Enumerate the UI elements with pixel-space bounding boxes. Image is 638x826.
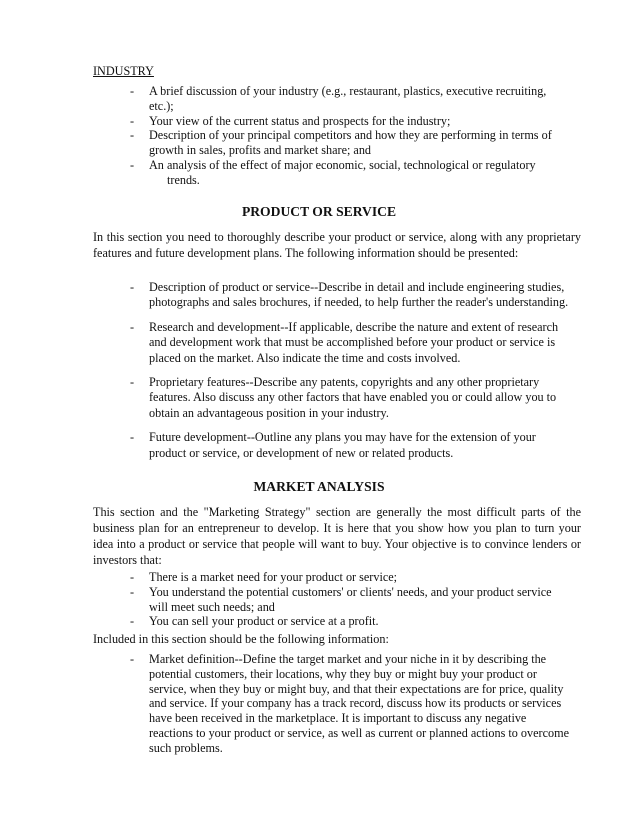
line: potential customers, their locations, why they buy or might buy your product or (149, 666, 537, 681)
bullet-dash: - (130, 430, 135, 445)
bullet-dash: - (130, 113, 135, 128)
list-item (0, 614, 581, 629)
list-item (0, 158, 581, 188)
list-item (0, 280, 581, 311)
bullet-dash: - (130, 375, 135, 390)
line: growth in sales, profits and market share; and (149, 143, 372, 158)
line: Description of your principal competitors and how they are performing in terms of (149, 128, 552, 143)
industry-heading: INDUSTRY (93, 64, 154, 78)
product-list (0, 280, 638, 470)
line: There is a market need for your product or service; (149, 570, 398, 584)
line: placed on the market. Also indicate the time and costs involved. (149, 350, 461, 365)
line: An analysis of the effect of major economic, social, technological or regulatory (149, 157, 536, 172)
bullet-dash: - (130, 570, 135, 584)
market-definition-list (0, 652, 638, 756)
line: product or service, or development of new or related products. (149, 445, 454, 460)
bullet-dash: - (130, 157, 135, 172)
industry-list (0, 84, 638, 188)
line: and development work that must be accomplished before your product or service is (149, 335, 556, 350)
list-item (0, 128, 581, 158)
line: etc.); (149, 98, 174, 113)
line: Description of product or service--Describe in detail and include engineering studies, (149, 280, 565, 294)
line: trends. (167, 172, 200, 187)
list-item (0, 84, 581, 114)
line: Research and development--If applicable, describe the nature and extent of research (149, 319, 559, 334)
bullet-dash: - (130, 84, 135, 98)
line: and service. If your company has a track record, discuss how its products or services (149, 696, 562, 711)
bullet-dash: - (130, 584, 135, 599)
included-text: Included in this section should be the following information: (93, 632, 389, 646)
list-item (0, 652, 581, 756)
bullet-dash: - (130, 614, 135, 629)
market-intro: This section and the "Marketing Strategy" section are generally the most difficult parts of the business plan for an entrepreneur to develop. It is here that you show how you plan to turn your idea into a product or service that people will want to buy. Your objective is to convince lenders or investors that: (93, 505, 581, 567)
list-item (0, 114, 581, 129)
line: Future development--Outline any plans you may have for the extension of your (149, 430, 536, 445)
line: have been received in the marketplace. It is important to discuss any negative (149, 711, 527, 726)
bullet-dash: - (130, 128, 135, 143)
line: photographs and sales brochures, if needed, to help further the reader's understanding. (149, 295, 569, 310)
market-list (0, 570, 638, 629)
line: Your view of the current status and prospects for the industry; (149, 113, 451, 128)
bullet-dash: - (130, 280, 135, 294)
product-section-title: PRODUCT OR SERVICE (241, 204, 397, 219)
list-item (0, 585, 581, 615)
line: will meet such needs; and (149, 599, 275, 614)
product-intro: In this section you need to thoroughly describe your product or service, along with any proprietary features and future development plans. The following information should be presented: (93, 230, 581, 260)
bullet-dash: - (130, 319, 135, 334)
line: A brief discussion of your industry (e.g., restaurant, plastics, executive recruiting, (149, 84, 547, 98)
line: service, when they buy or might buy, and that their expectations are for price, quality (149, 681, 564, 696)
line: reactions to your product or service, as well as current or planned actions to overcome (149, 725, 569, 740)
bullet-dash: - (130, 652, 135, 666)
list-item (0, 430, 581, 461)
line: Proprietary features--Describe any patents, copyrights and any other proprietary (149, 375, 540, 390)
line: such problems. (149, 740, 223, 755)
list-item (0, 320, 581, 366)
line: You can sell your product or service at a profit. (149, 614, 379, 629)
list-item (0, 375, 581, 421)
line: obtain an advantageous position in your industry. (149, 405, 389, 420)
list-item (0, 570, 581, 585)
market-section-title: MARKET ANALYSIS (253, 479, 385, 494)
line: Market definition--Define the target market and your niche in it by describing the (149, 652, 547, 666)
line: You understand the potential customers' or clients' needs, and your product service (149, 584, 552, 599)
line: features. Also discuss any other factors that have enabled you or could allow you to (149, 390, 557, 405)
